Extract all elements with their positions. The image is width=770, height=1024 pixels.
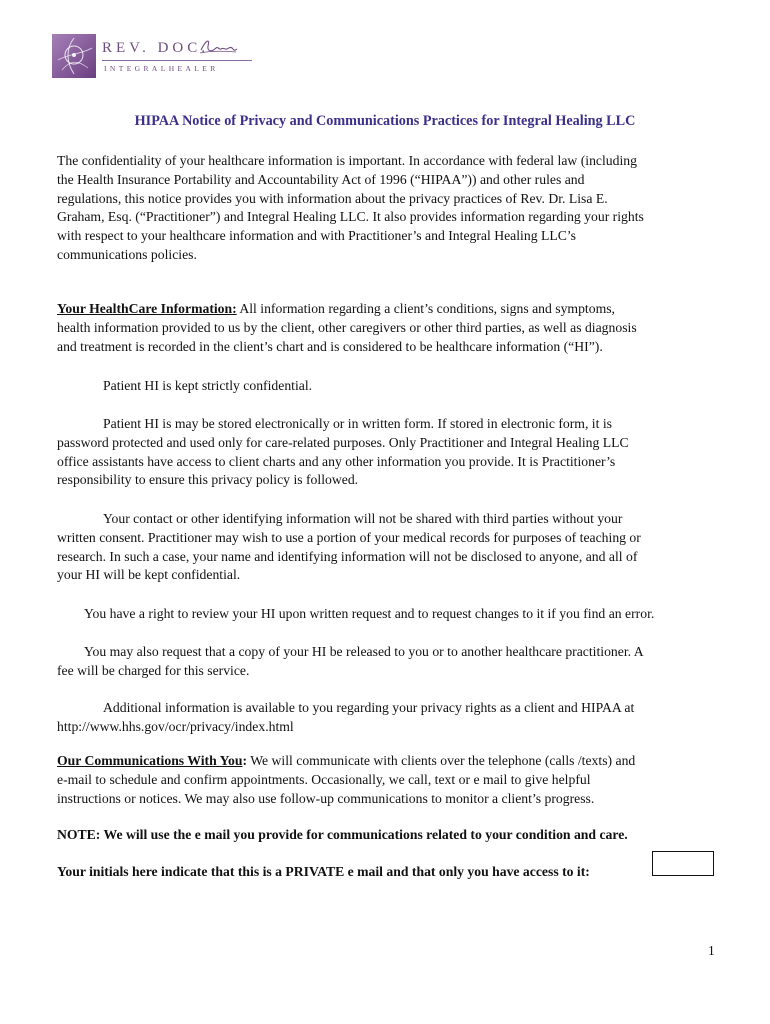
intro-line: Graham, Esq. (“Practitioner”) and Integral Healing LLC. It also provides information regarding your rights xyxy=(57,209,644,225)
healthcare-info-section xyxy=(57,300,717,356)
communications-heading: Our Communications With You xyxy=(57,753,243,768)
storage-paragraph xyxy=(57,415,717,490)
confidential-line: Patient HI is kept strictly confidential. xyxy=(103,378,313,393)
copy-paragraph xyxy=(57,643,717,681)
contact-line: written consent. Practitioner may wish to use a portion of your medical records for purposes of teaching or xyxy=(57,529,641,545)
communications-line: e-mail to schedule and confirm appointments. Occasionally, we call, text or e mail to give helpful xyxy=(57,771,591,787)
healthcare-line xyxy=(57,300,717,319)
healthcare-heading: Your HealthCare Information: xyxy=(57,301,237,316)
communications-line-text: We will communicate with clients over the telephone (calls /texts) and xyxy=(247,753,636,768)
document-title: HIPAA Notice of Privacy and Communications Practices for Integral Healing LLC xyxy=(134,113,636,129)
intro-line: communications policies. xyxy=(57,246,197,262)
healthcare-line-text: All information regarding a client’s conditions, signs and symptoms, xyxy=(236,301,615,316)
review-paragraph xyxy=(84,605,724,624)
review-line: You have a right to review your HI upon written request and to request changes to it if you find an error. xyxy=(84,606,655,621)
intro-line: The confidentiality of your healthcare information is important. In accordance with federal law (including xyxy=(57,153,637,168)
healthcare-line: and treatment is recorded in the client’s chart and is considered to be healthcare information (“HI”). xyxy=(57,338,603,354)
hhs-privacy-link[interactable]: http://www.hhs.gov/ocr/privacy/index.html xyxy=(57,718,294,734)
copy-line: fee will be charged for this service. xyxy=(57,662,250,678)
initials-field[interactable] xyxy=(652,851,714,876)
intro-line: the Health Insurance Portability and Accountability Act of 1996 (“HIPAA”)) and other rules and xyxy=(57,171,585,187)
intro-line: regulations, this notice provides you with information about the privacy practices of Rev. Dr. Lisa E. xyxy=(57,190,608,206)
logo-mark-icon xyxy=(52,34,96,78)
copy-line: You may also request that a copy of your HI be released to you or to another healthcare practitioner. A xyxy=(84,644,644,659)
storage-line: office assistants have access to client charts and any other information you provide. It is Practitioner’s xyxy=(57,453,616,469)
signature-lisa xyxy=(198,36,238,58)
contact-line: your HI will be kept confidential. xyxy=(57,567,241,583)
storage-line: password protected and used only for care-related purposes. Only Practitioner and Integral Healing LLC xyxy=(57,434,629,450)
contact-paragraph xyxy=(57,510,717,585)
logo-divider xyxy=(102,60,252,61)
page-number: 1 xyxy=(708,943,715,958)
communications-section xyxy=(57,752,717,808)
communications-line: instructions or notices. We may also use follow-up communications to monitor a client’s progress. xyxy=(57,790,595,806)
intro-paragraph xyxy=(57,152,717,265)
communications-colon: : xyxy=(242,753,248,768)
intro-line: with respect to your healthcare information and with Practitioner’s and Integral Healing LLC’s xyxy=(57,228,576,244)
logo xyxy=(52,34,252,82)
storage-line: responsibility to ensure this privacy policy is followed. xyxy=(57,472,359,488)
email-note: NOTE: We will use the e mail you provide for communications related to your condition and care. xyxy=(57,827,628,842)
logo-name: REV. DOC. xyxy=(102,40,209,56)
logo-subtitle: INTEGRALHEALER xyxy=(104,64,219,73)
communications-line xyxy=(57,752,717,771)
contact-line: Your contact or other identifying information will not be shared with third parties without your xyxy=(103,511,623,526)
confidential-paragraph xyxy=(103,377,763,396)
healthcare-line: health information provided to us by the client, other caregivers or other third parties, as well as diagnosis xyxy=(57,319,637,335)
contact-line: research. In such a case, your name and identifying information will not be disclosed to anyone, and all of xyxy=(57,548,638,564)
storage-line: Patient HI is may be stored electronically or in written form. If stored in electronic form, it is xyxy=(103,416,612,431)
additional-info-paragraph xyxy=(57,699,717,737)
initials-instruction: Your initials here indicate that this is a PRIVATE e mail and that only you have access to it: xyxy=(57,864,590,879)
additional-line: Additional information is available to you regarding your privacy rights as a client and HIPAA at xyxy=(103,700,635,715)
